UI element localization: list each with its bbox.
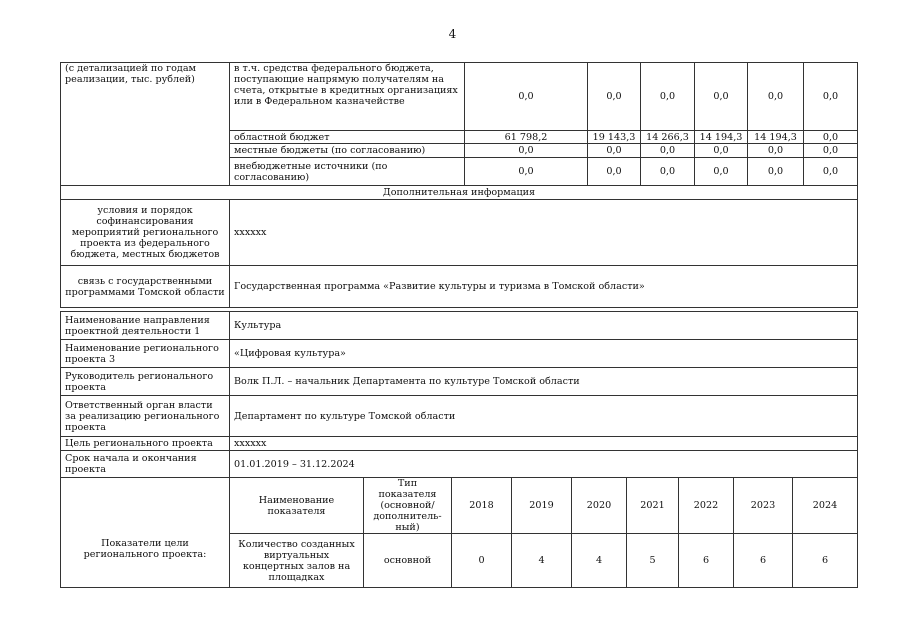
year-cell: 0,0: [748, 158, 804, 186]
total-cell: 0,0: [465, 158, 588, 186]
direction-label: Наименование направления проектной деятельности 1: [61, 312, 230, 340]
total-cell: 0,0: [465, 144, 588, 158]
table-row: [61, 200, 858, 266]
col-header-year: 2022: [679, 478, 734, 534]
responsible-body-value: Департамент по культуре Томской области: [230, 396, 858, 437]
table-row: [61, 266, 858, 308]
table-row: [61, 63, 858, 131]
project-table: [60, 311, 858, 478]
table-row: [61, 478, 858, 534]
year-cell: 0,0: [748, 63, 804, 131]
year-cell: 0,0: [804, 158, 858, 186]
indicator-type: основной: [364, 534, 452, 588]
program-link-label: связь с государственными программами Томской области: [61, 266, 230, 308]
year-cell: 0,0: [641, 63, 695, 131]
table-row: [61, 186, 858, 200]
indicator-value: 6: [793, 534, 858, 588]
page-number: 4: [448, 27, 457, 41]
year-cell: 0,0: [695, 144, 748, 158]
indicator-value: 0: [452, 534, 512, 588]
cofinance-value: хххххх: [230, 200, 858, 266]
indicator-value: 6: [679, 534, 734, 588]
term-value: 01.01.2019 – 31.12.2024: [230, 451, 858, 478]
year-cell: 0,0: [588, 63, 641, 131]
year-cell: 0,0: [695, 63, 748, 131]
col-header-year: 2021: [627, 478, 679, 534]
table-row: [61, 396, 858, 437]
year-cell: 0,0: [748, 144, 804, 158]
direction-value: Культура: [230, 312, 858, 340]
col-header-year: 2023: [734, 478, 793, 534]
total-cell: 61 798,2: [465, 131, 588, 144]
detail-label: (с детализацией по годам реализации, тыс. рублей): [61, 63, 230, 186]
row-label: областной бюджет: [230, 131, 465, 144]
col-header-year: 2020: [572, 478, 627, 534]
year-cell: 0,0: [804, 131, 858, 144]
indicator-value: 5: [627, 534, 679, 588]
head-label: Руководитель регионального проекта: [61, 368, 230, 396]
project-name-value: «Цифровая культура»: [230, 340, 858, 368]
term-label: Срок начала и окончания проекта: [61, 451, 230, 478]
financing-table: [60, 62, 858, 308]
total-cell: 0,0: [465, 63, 588, 131]
goal-value: хххххх: [230, 437, 858, 451]
col-header-name: Наименование показателя: [230, 478, 364, 534]
goal-label: Цель регионального проекта: [61, 437, 230, 451]
indicator-value: 6: [734, 534, 793, 588]
indicators-label: Показатели цели регионального проекта:: [61, 478, 230, 588]
table-row: [61, 340, 858, 368]
indicators-table: [60, 477, 858, 588]
col-header-year: 2019: [512, 478, 572, 534]
row-label: в т.ч. средства федерального бюджета, поступающие напрямую получателям на счета, открытые в кредитных организациях или в Федеральном казначействе: [230, 63, 465, 131]
year-cell: 0,0: [804, 144, 858, 158]
responsible-body-label: Ответственный орган власти за реализацию регионального проекта: [61, 396, 230, 437]
year-cell: 0,0: [588, 158, 641, 186]
table-row: [61, 312, 858, 340]
head-value: Волк П.Л. – начальник Департамента по культуре Томской области: [230, 368, 858, 396]
indicator-value: 4: [512, 534, 572, 588]
year-cell: 0,0: [804, 63, 858, 131]
year-cell: 0,0: [588, 144, 641, 158]
row-label: внебюджетные источники (по согласованию): [230, 158, 465, 186]
col-header-year: 2018: [452, 478, 512, 534]
indicator-value: 4: [572, 534, 627, 588]
col-header-type: Тип показателя (основной/ дополнитель-ный): [364, 478, 452, 534]
year-cell: 0,0: [641, 144, 695, 158]
year-cell: 14 266,3: [641, 131, 695, 144]
additional-info-header: Дополнительная информация: [61, 186, 858, 200]
year-cell: 14 194,3: [695, 131, 748, 144]
program-link-value: Государственная программа «Развитие культуры и туризма в Томской области»: [230, 266, 858, 308]
year-cell: 19 143,3: [588, 131, 641, 144]
table-row: [61, 437, 858, 451]
project-name-label: Наименование регионального проекта 3: [61, 340, 230, 368]
year-cell: 14 194,3: [748, 131, 804, 144]
cofinance-label: условия и порядок софинансирования мероприятий регионального проекта из федерального бюджета, местных бюджетов: [61, 200, 230, 266]
row-label: местные бюджеты (по согласованию): [230, 144, 465, 158]
table-row: [61, 451, 858, 478]
col-header-year: 2024: [793, 478, 858, 534]
indicator-name: Количество созданных виртуальных концертных залов на площадках: [230, 534, 364, 588]
year-cell: 0,0: [695, 158, 748, 186]
table-row: [61, 368, 858, 396]
year-cell: 0,0: [641, 158, 695, 186]
